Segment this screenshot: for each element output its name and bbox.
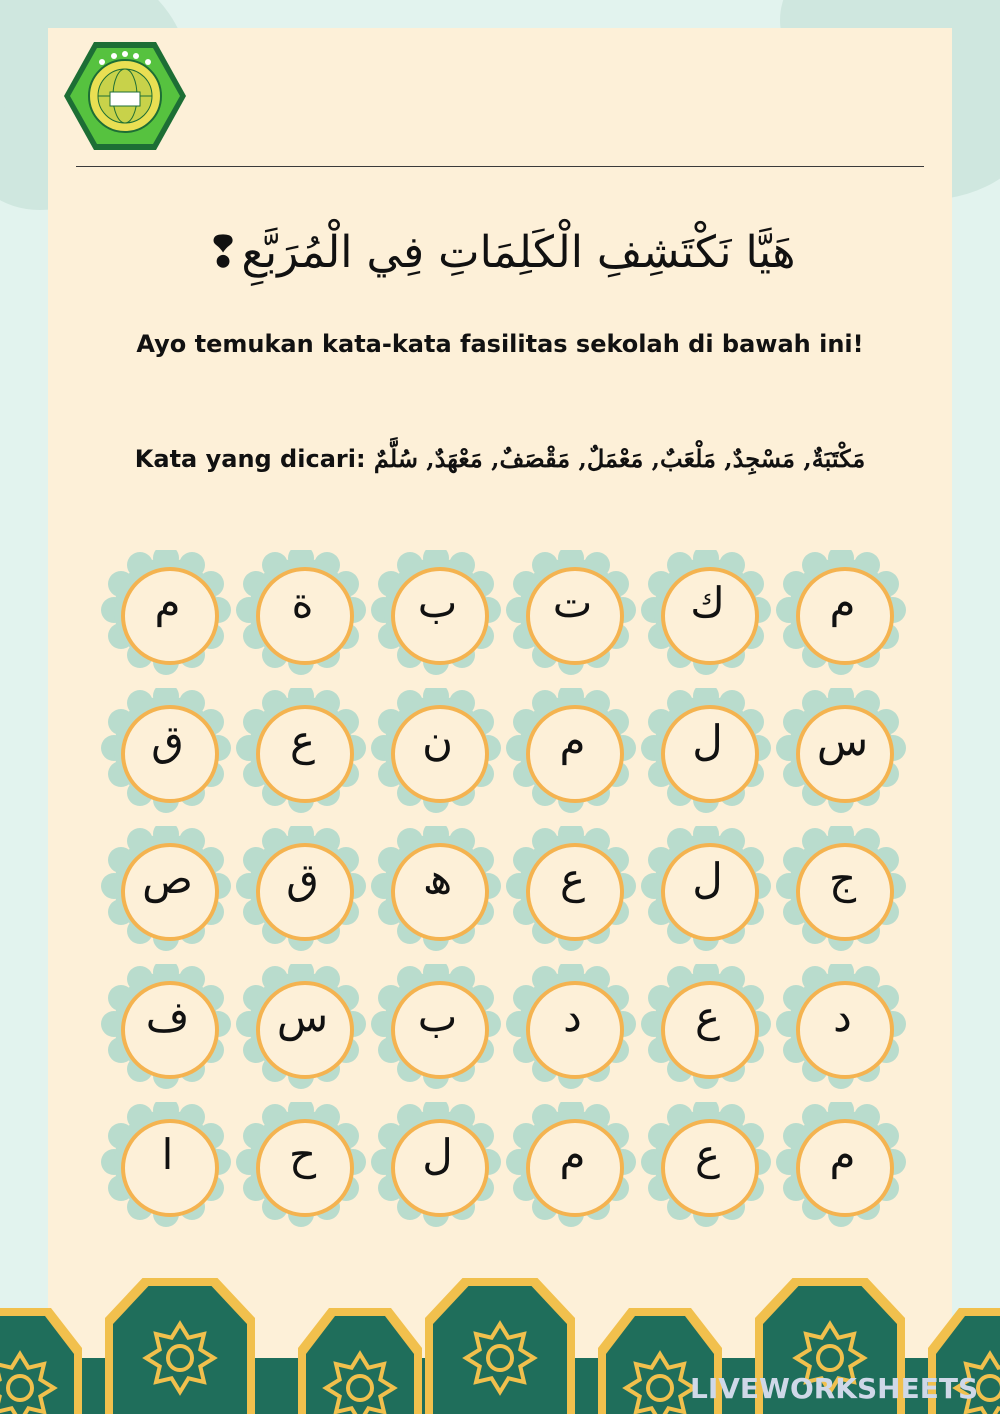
grid-cell[interactable]	[235, 688, 370, 826]
liveworksheets-watermark: LIVEWORKSHEETS	[690, 1372, 979, 1405]
grid-letter: ص	[142, 854, 193, 903]
grid-cell[interactable]	[505, 1102, 640, 1240]
grid-cell[interactable]	[235, 550, 370, 688]
grid-cell[interactable]	[370, 688, 505, 826]
school-logo	[62, 40, 188, 152]
grid-cell[interactable]	[100, 826, 235, 964]
grid-cell[interactable]	[640, 1102, 775, 1240]
grid-letter: ح	[288, 1130, 317, 1179]
grid-cell[interactable]	[505, 964, 640, 1102]
grid-letter: ﮪ	[422, 854, 453, 903]
grid-letter: م	[154, 578, 181, 627]
grid-cell[interactable]	[370, 964, 505, 1102]
grid-letter: س	[816, 716, 869, 765]
grid-letter: د	[563, 992, 582, 1041]
grid-cell[interactable]	[235, 964, 370, 1102]
grid-letter: ج	[828, 854, 857, 903]
page-title: هَيَّا نَكْتَشِفِ الْكَلِمَاتِ فِي الْمُرَبَّعِ❢	[204, 227, 796, 278]
grid-cell[interactable]	[370, 550, 505, 688]
instruction-text: Ayo temukan kata-kata fasilitas sekolah di bawah ini!	[136, 330, 864, 358]
grid-letter: ف	[145, 992, 190, 1041]
grid-cell[interactable]	[640, 826, 775, 964]
grid-letter: م	[829, 578, 856, 627]
grid-letter: ع	[289, 716, 316, 765]
grid-cell[interactable]	[505, 688, 640, 826]
grid-letter: ت	[552, 578, 593, 627]
grid-cell[interactable]	[775, 964, 910, 1102]
grid-letter: ل	[692, 854, 723, 903]
letter-grid	[100, 550, 910, 1240]
grid-cell[interactable]	[235, 1102, 370, 1240]
word-list-words: مَكْتَبَةٌ, مَسْجِدٌ, مَلْعَبٌ, مَعْمَلٌ, مَقْصَفٌ, مَعْهَدٌ, سُلَّمٌ	[373, 444, 866, 473]
grid-letter: ب	[417, 992, 458, 1041]
grid-cell[interactable]	[775, 688, 910, 826]
grid-letter: ق	[286, 854, 319, 903]
grid-letter: م	[829, 1130, 856, 1179]
grid-letter: ة	[291, 578, 314, 627]
word-list	[0, 444, 1000, 473]
grid-letter: ل	[422, 1130, 453, 1179]
grid-cell[interactable]	[775, 550, 910, 688]
grid-cell[interactable]	[505, 550, 640, 688]
grid-cell[interactable]	[100, 688, 235, 826]
grid-cell[interactable]	[100, 550, 235, 688]
grid-cell[interactable]	[505, 826, 640, 964]
grid-letter: ا	[161, 1130, 174, 1179]
grid-letter: ك	[690, 578, 725, 627]
header-divider	[76, 166, 924, 167]
word-list-label: Kata yang dicari:	[134, 445, 366, 473]
grid-cell[interactable]	[775, 1102, 910, 1240]
grid-letter: ب	[417, 578, 458, 627]
grid-cell[interactable]	[640, 688, 775, 826]
grid-cell[interactable]	[100, 964, 235, 1102]
grid-letter: ن	[422, 716, 453, 765]
grid-cell[interactable]	[370, 1102, 505, 1240]
grid-letter: ل	[692, 716, 723, 765]
grid-letter: ع	[694, 1130, 721, 1179]
grid-letter: ق	[151, 716, 184, 765]
grid-letter: م	[559, 716, 586, 765]
grid-cell[interactable]	[640, 550, 775, 688]
grid-letter: م	[559, 1130, 586, 1179]
grid-cell[interactable]	[775, 826, 910, 964]
grid-letter: س	[276, 992, 329, 1041]
grid-cell[interactable]	[235, 826, 370, 964]
grid-letter: د	[833, 992, 852, 1041]
grid-cell[interactable]	[100, 1102, 235, 1240]
grid-letter: ع	[694, 992, 721, 1041]
grid-cell[interactable]	[370, 826, 505, 964]
grid-cell[interactable]	[640, 964, 775, 1102]
grid-letter: ع	[559, 854, 586, 903]
